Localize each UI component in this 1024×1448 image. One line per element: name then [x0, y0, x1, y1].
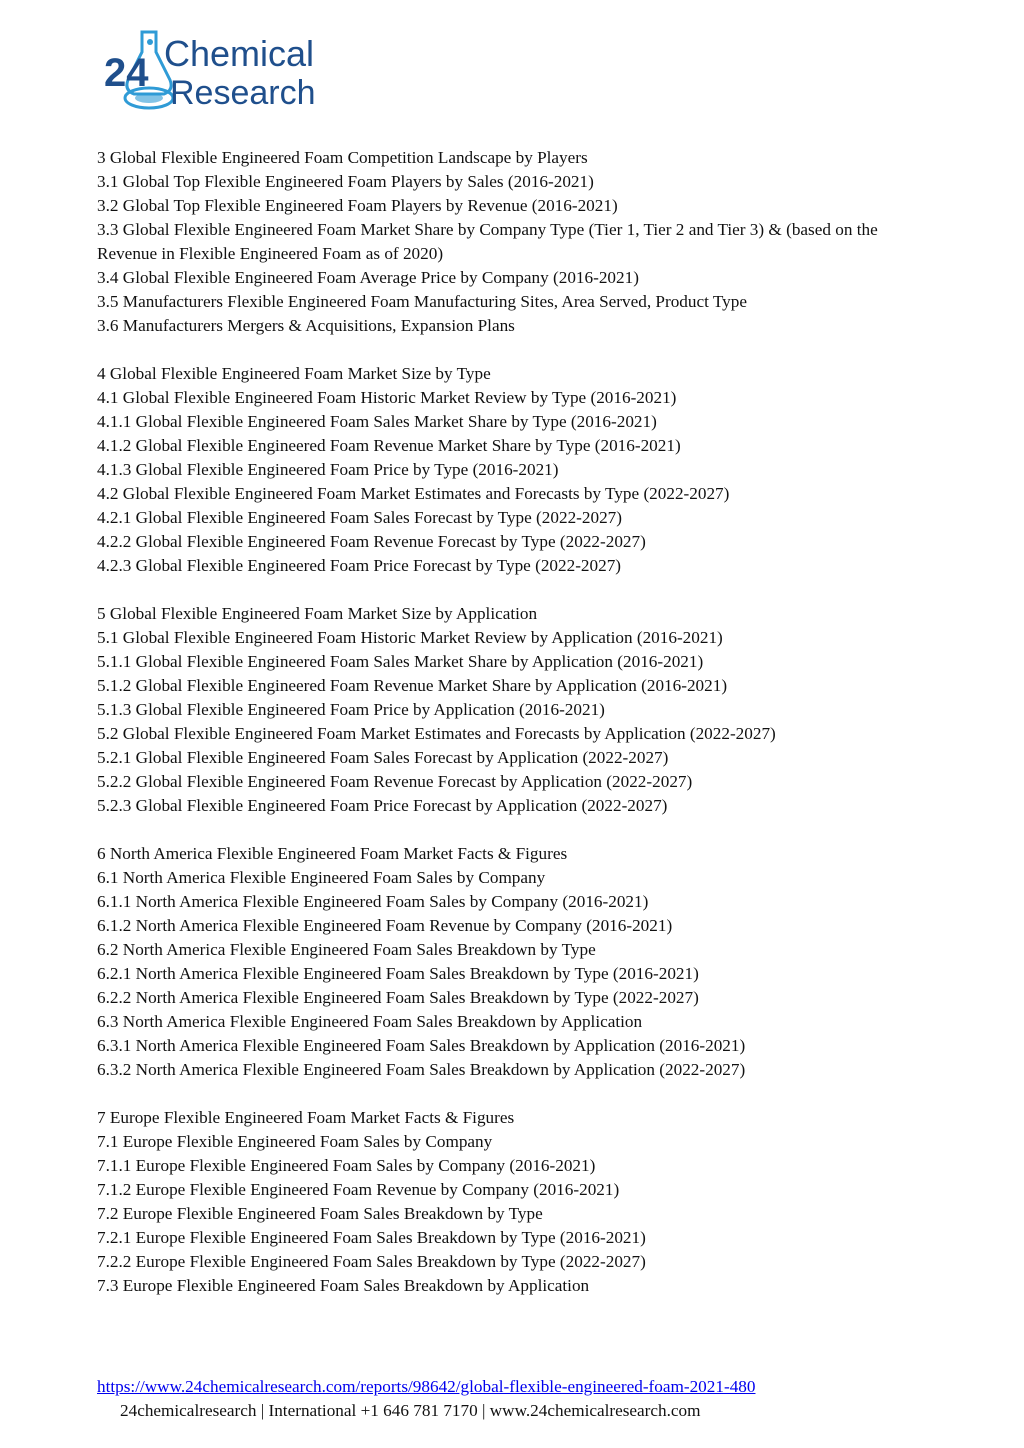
company-logo: [100, 28, 340, 118]
toc-line: 7.3 Europe Flexible Engineered Foam Sales Breakdown by Application: [97, 1276, 590, 1295]
toc-section-5: [97, 602, 927, 818]
report-url-link[interactable]: https://www.24chemicalresearch.com/reports/98642/global-flexible-engineered-foam-2021-480: [97, 1377, 756, 1396]
toc-line: 6.1.2 North America Flexible Engineered Foam Revenue by Company (2016-2021): [97, 916, 673, 935]
toc-line: 6.2.1 North America Flexible Engineered Foam Sales Breakdown by Type (2016-2021): [97, 964, 699, 983]
toc-line: 7.1.2 Europe Flexible Engineered Foam Revenue by Company (2016-2021): [97, 1180, 620, 1199]
toc-line: 7.1.1 Europe Flexible Engineered Foam Sales by Company (2016-2021): [97, 1156, 596, 1175]
toc-line: 4.2.2 Global Flexible Engineered Foam Revenue Forecast by Type (2022-2027): [97, 532, 646, 551]
toc-line: 7.1 Europe Flexible Engineered Foam Sales by Company: [97, 1132, 493, 1151]
toc-line: 6 North America Flexible Engineered Foam Market Facts & Figures: [97, 844, 568, 863]
toc-line: 7.2.1 Europe Flexible Engineered Foam Sales Breakdown by Type (2016-2021): [97, 1228, 646, 1247]
toc-line: 6.3.2 North America Flexible Engineered Foam Sales Breakdown by Application (2022-2027): [97, 1060, 746, 1079]
toc-line: 6.3.1 North America Flexible Engineered Foam Sales Breakdown by Application (2016-2021): [97, 1036, 746, 1055]
toc-line: 5.2 Global Flexible Engineered Foam Market Estimates and Forecasts by Application (2022-2027): [97, 724, 776, 743]
toc-line: 5.1 Global Flexible Engineered Foam Historic Market Review by Application (2016-2021): [97, 628, 723, 647]
toc-section-3: [97, 146, 927, 338]
toc-line: 5.2.1 Global Flexible Engineered Foam Sales Forecast by Application (2022-2027): [97, 748, 669, 767]
toc-line: 5.2.3 Global Flexible Engineered Foam Price Forecast by Application (2022-2027): [97, 796, 668, 815]
toc-line: 5 Global Flexible Engineered Foam Market Size by Application: [97, 604, 538, 623]
toc-line: 4 Global Flexible Engineered Foam Market Size by Type: [97, 364, 491, 383]
toc-line: 3.2 Global Top Flexible Engineered Foam Players by Revenue (2016-2021): [97, 196, 618, 215]
toc-line: 5.1.1 Global Flexible Engineered Foam Sales Market Share by Application (2016-2021): [97, 652, 704, 671]
toc-line: 6.2.2 North America Flexible Engineered Foam Sales Breakdown by Type (2022-2027): [97, 988, 699, 1007]
toc-line: 3.6 Manufacturers Mergers & Acquisitions, Expansion Plans: [97, 316, 515, 335]
toc-section-7: [97, 1106, 927, 1298]
toc-line: 4.2 Global Flexible Engineered Foam Market Estimates and Forecasts by Type (2022-2027): [97, 484, 730, 503]
toc-line: 6.1.1 North America Flexible Engineered Foam Sales by Company (2016-2021): [97, 892, 649, 911]
toc-section-6: [97, 842, 927, 1082]
flask-icon: [100, 28, 340, 118]
toc-line: 4.2.3 Global Flexible Engineered Foam Price Forecast by Type (2022-2027): [97, 556, 622, 575]
toc-line: 3 Global Flexible Engineered Foam Competition Landscape by Players: [97, 148, 588, 167]
logo-word-research: Research: [170, 74, 316, 112]
toc-section-4: [97, 362, 927, 578]
toc-line: 7.2 Europe Flexible Engineered Foam Sales Breakdown by Type: [97, 1204, 543, 1223]
toc-line: 3.4 Global Flexible Engineered Foam Average Price by Company (2016-2021): [97, 268, 639, 287]
toc-line: 3.5 Manufacturers Flexible Engineered Foam Manufacturing Sites, Area Served, Product Type: [97, 292, 748, 311]
toc-line: 5.1.3 Global Flexible Engineered Foam Price by Application (2016-2021): [97, 700, 605, 719]
toc-line: 4.1 Global Flexible Engineered Foam Historic Market Review by Type (2016-2021): [97, 388, 677, 407]
toc-content: [97, 146, 927, 1322]
footer-contact-info: 24chemicalresearch | International +1 646 781 7170 | www.24chemicalresearch.com: [120, 1401, 701, 1420]
toc-line: 3.3 Global Flexible Engineered Foam Market Share by Company Type (Tier 1, Tier 2 and Tier 3) & (based on the Revenue in Flexible Engineered Foam as of 2020): [97, 220, 878, 263]
logo-number: 24: [104, 51, 149, 95]
toc-line: 6.3 North America Flexible Engineered Foam Sales Breakdown by Application: [97, 1012, 643, 1031]
toc-line: 7 Europe Flexible Engineered Foam Market Facts & Figures: [97, 1108, 515, 1127]
toc-line: 6.2 North America Flexible Engineered Foam Sales Breakdown by Type: [97, 940, 596, 959]
toc-line: 4.2.1 Global Flexible Engineered Foam Sales Forecast by Type (2022-2027): [97, 508, 622, 527]
toc-line: 5.2.2 Global Flexible Engineered Foam Revenue Forecast by Application (2022-2027): [97, 772, 693, 791]
toc-line: 4.1.1 Global Flexible Engineered Foam Sales Market Share by Type (2016-2021): [97, 412, 657, 431]
toc-line: 4.1.2 Global Flexible Engineered Foam Revenue Market Share by Type (2016-2021): [97, 436, 681, 455]
toc-line: 7.2.2 Europe Flexible Engineered Foam Sales Breakdown by Type (2022-2027): [97, 1252, 646, 1271]
toc-line: 4.1.3 Global Flexible Engineered Foam Price by Type (2016-2021): [97, 460, 559, 479]
toc-line: 5.1.2 Global Flexible Engineered Foam Revenue Market Share by Application (2016-2021): [97, 676, 728, 695]
toc-line: 6.1 North America Flexible Engineered Foam Sales by Company: [97, 868, 546, 887]
toc-line: 3.1 Global Top Flexible Engineered Foam Players by Sales (2016-2021): [97, 172, 594, 191]
logo-word-chemical: Chemical: [164, 33, 315, 74]
